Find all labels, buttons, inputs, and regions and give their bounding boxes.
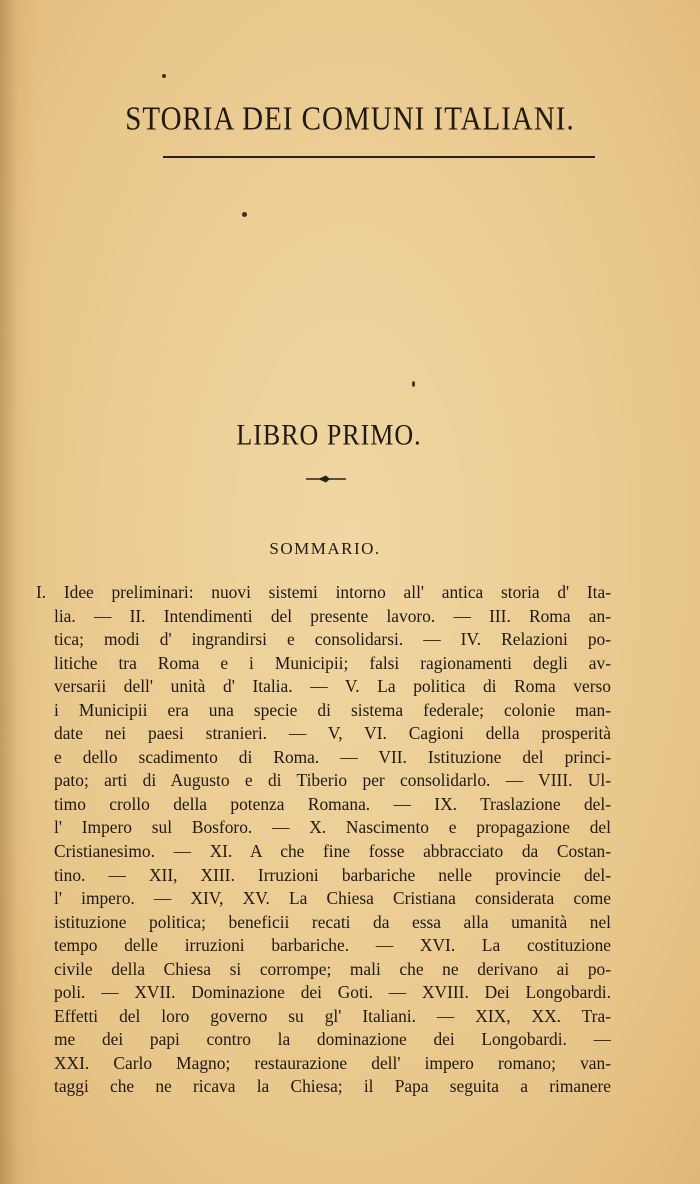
summary-line xyxy=(36,652,611,676)
summary-line-text: timo crollo della potenza Romana. — IX. Traslazione del- xyxy=(54,793,611,814)
summary-line-text: tino. — XII, XIII. Irruzioni barbariche nelle provincie del- xyxy=(54,864,611,885)
summary-line xyxy=(36,722,611,746)
dash-arrow-ornament-icon xyxy=(304,472,348,486)
summary-line xyxy=(36,628,611,652)
summary-line xyxy=(36,1052,611,1076)
summary-line-text: l' impero. — XIV, XV. La Chiesa Cristiana considerata come xyxy=(54,888,611,909)
running-title: STORIA DEI COMUNI ITALIANI. xyxy=(125,100,575,138)
summary-line xyxy=(36,816,611,840)
summary-line-text: pato; arti di Augusto e di Tiberio per consolidarlo. — VIII. Ul- xyxy=(54,770,611,791)
summary-heading: SOMMARIO. xyxy=(269,539,381,558)
summary-line-text: taggi che ne ricava la Chiesa; il Papa seguita a rimanere xyxy=(54,1076,611,1097)
title-rule xyxy=(163,156,595,158)
summary-line xyxy=(36,1005,611,1029)
summary-line-text: litiche tra Roma e i Municipii; falsi ragionamenti degli av- xyxy=(54,652,611,673)
summary-line-text: me dei papi contro la dominazione dei Longobardi. — xyxy=(54,1029,611,1050)
ink-speck xyxy=(242,212,247,217)
summary-line-text: XXI. Carlo Magno; restaurazione dell' impero romano; van- xyxy=(54,1052,611,1073)
summary-line-text: l' Impero sul Bosforo. — X. Nascimento e propagazione del xyxy=(54,817,611,838)
ink-speck xyxy=(412,381,415,387)
summary-line-text: versarii dell' unità d' Italia. — V. La politica di Roma verso xyxy=(54,676,611,697)
summary-line-text: tempo delle irruzioni barbariche. — XVI. La costituzione xyxy=(54,935,611,956)
summary-line xyxy=(36,1075,611,1099)
summary-line xyxy=(36,746,611,770)
summary-line xyxy=(36,887,611,911)
summary-line-text: Effetti del loro governo su gl' Italiani. — XIX, XX. Tra- xyxy=(54,1005,611,1026)
summary-line-text: Cristianesimo. — XI. A che fine fosse abbracciato da Costan- xyxy=(54,841,611,862)
summary-line-text: i Municipii era una specie di sistema federale; colonie man- xyxy=(54,699,611,720)
summary-line xyxy=(36,840,611,864)
ink-speck xyxy=(162,74,166,78)
summary-line-text: civile della Chiesa si corrompe; mali che ne derivano ai po- xyxy=(54,958,611,979)
summary-line-text: lia. — II. Intendimenti del presente lavoro. — III. Roma an- xyxy=(54,605,611,626)
summary-line xyxy=(36,958,611,982)
summary-line-text: tica; modi d' ingrandirsi e consolidarsi. — IV. Relazioni po- xyxy=(54,629,611,650)
summary-line xyxy=(36,675,611,699)
summary-line-text: date nei paesi stranieri. — V, VI. Cagioni della prosperità xyxy=(54,723,611,744)
summary-line xyxy=(36,911,611,935)
summary-line xyxy=(36,605,611,629)
summary-line xyxy=(36,581,611,605)
summary-line xyxy=(36,934,611,958)
summary-line xyxy=(36,864,611,888)
summary-line xyxy=(36,793,611,817)
summary-line-text: I. Idee preliminari: nuovi sistemi intorno all' antica storia d' Ita- xyxy=(36,582,611,602)
summary-line xyxy=(36,1028,611,1052)
summary-line xyxy=(36,981,611,1005)
summary-line-text: poli. — XVII. Dominazione dei Goti. — XVIII. Dei Longobardi. xyxy=(54,982,611,1003)
chapter-title: LIBRO PRIMO. xyxy=(236,418,422,452)
chapter-summary xyxy=(36,581,611,1099)
summary-line xyxy=(36,699,611,723)
summary-line-text: istituzione politica; beneficii recati da essa alla umanità nel xyxy=(54,911,611,932)
summary-line xyxy=(36,769,611,793)
summary-line-text: e dello scadimento di Roma. — VII. Istituzione del princi- xyxy=(54,746,611,767)
